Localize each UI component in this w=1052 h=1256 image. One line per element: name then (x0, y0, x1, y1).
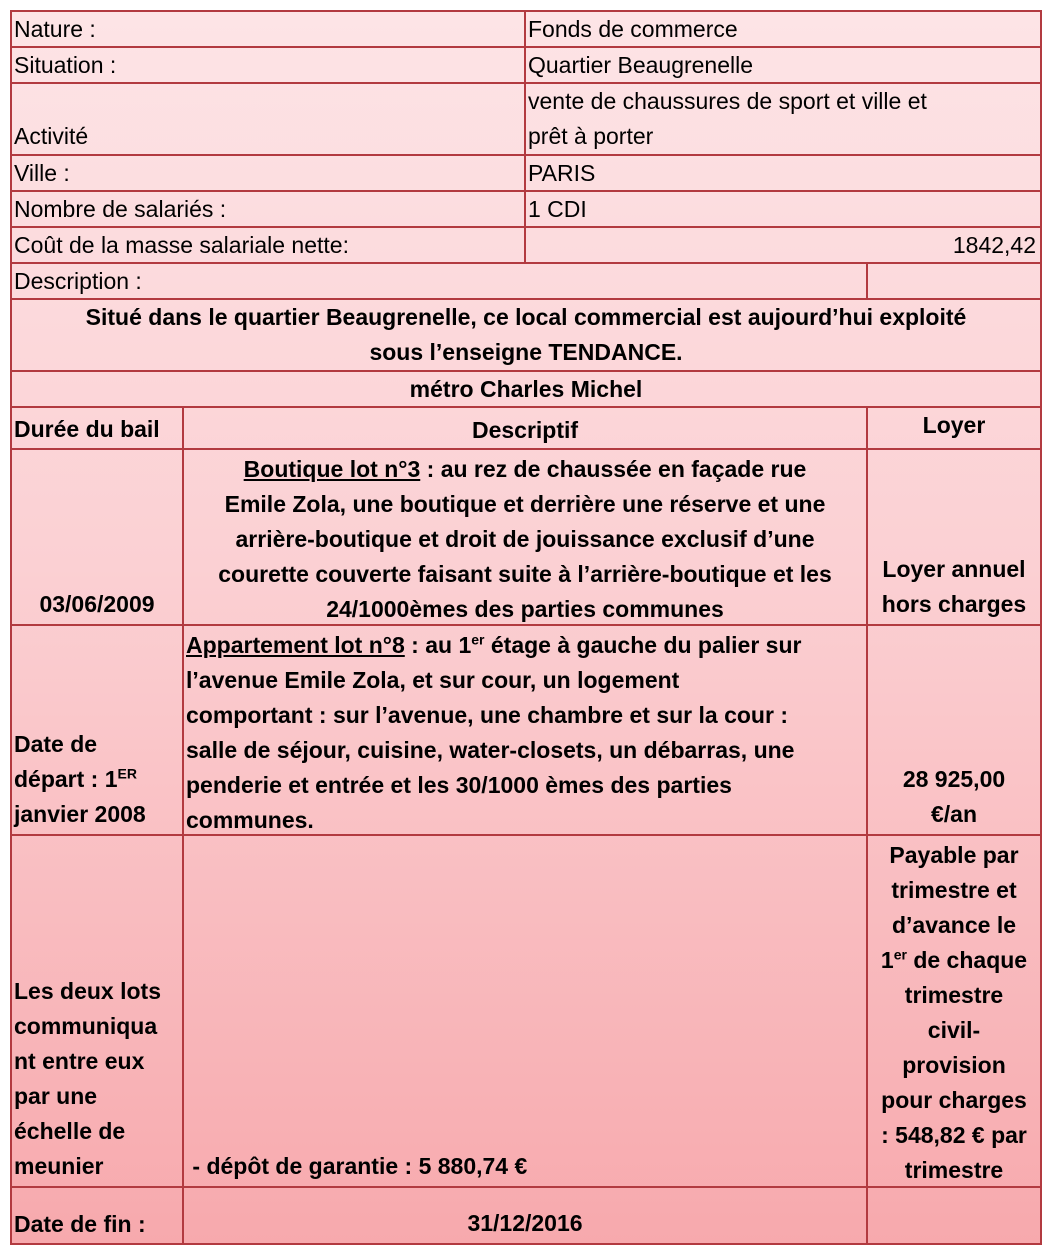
empty-date-fin (868, 1188, 1040, 1243)
label-text: Description : (14, 268, 142, 294)
row-col-headers (12, 408, 1040, 450)
label-activite (12, 84, 526, 154)
duree-line: Les deux lots (14, 978, 161, 1004)
loyer-boutique (868, 450, 1040, 624)
loyer-line: d’avance le (891, 912, 1017, 938)
row-boutique (12, 450, 1040, 626)
loyer-line: civil- (927, 1017, 981, 1043)
loyer-line: Payable par (889, 842, 1019, 868)
header-text: Durée du bail (14, 416, 160, 442)
desc-boutique (184, 450, 868, 624)
desc-line: communes. (186, 807, 314, 833)
value-text: 1842,42 (952, 232, 1036, 258)
desc-line: penderie et entrée et les 30/1000 èmes des parties (186, 772, 732, 798)
row-situation (12, 48, 1040, 84)
loyer-line: pour charges (881, 1087, 1027, 1113)
duree-line: janvier 2008 (14, 801, 146, 827)
desc-line: comportant : sur l’avenue, une chambre et sur la cour : (186, 702, 788, 728)
desc-line: arrière-boutique et droit de jouissance exclusif d’une (235, 526, 815, 552)
value-activite (526, 84, 1040, 154)
loyer-line: €/an (930, 801, 978, 827)
duree-line: communiqua (14, 1013, 158, 1039)
date-fin-label: Date de fin : (14, 1211, 146, 1237)
duree-text: 03/06/2009 (39, 591, 155, 617)
value-text: Fonds de commerce (528, 16, 738, 42)
desc-line: courette couverte faisant suite à l’arrière-boutique et les (218, 561, 832, 587)
value-text: PARIS (528, 160, 596, 186)
value-cout (526, 228, 1040, 262)
row-nature (12, 12, 1040, 48)
duree-line: départ : 1 (14, 766, 118, 792)
value-nature (526, 12, 1040, 46)
value-salaries (526, 192, 1040, 226)
duree-appartement (12, 626, 184, 834)
description-text (12, 300, 1040, 370)
loyer-line: trimestre (904, 1157, 1004, 1183)
loyer-deux-lots (868, 836, 1040, 1186)
row-ville (12, 156, 1040, 192)
label-date-fin (12, 1188, 184, 1243)
row-metro (12, 372, 1040, 408)
duree-line: échelle de (14, 1118, 126, 1144)
value-line: vente de chaussures de sport et ville et (528, 88, 927, 114)
header-text: Loyer (922, 412, 986, 438)
value-situation (526, 48, 1040, 82)
duree-line: meunier (14, 1153, 104, 1179)
row-salaries (12, 192, 1040, 228)
duree-boutique (12, 450, 184, 624)
row-activite (12, 84, 1040, 156)
duree-line: par une (14, 1083, 98, 1109)
desc-line: 24/1000èmes des parties communes (326, 596, 724, 622)
desc-title: Boutique lot n°3 (243, 456, 421, 482)
loyer-line: hors charges (881, 591, 1027, 617)
label-nature (12, 12, 526, 46)
loyer-line: : 548,82 € par (881, 1122, 1027, 1148)
metro-text (12, 372, 1040, 406)
header-duree (12, 408, 184, 448)
value-date-fin (184, 1188, 868, 1243)
duree-sup: ER (117, 765, 137, 782)
value-line: prêt à porter (528, 123, 654, 149)
loyer-line: trimestre et (891, 877, 1017, 903)
desc-appartement (184, 626, 868, 834)
label-text: Coût de la masse salariale nette: (14, 232, 349, 258)
row-date-fin (12, 1188, 1040, 1243)
desc-title: Appartement lot n°8 (186, 632, 405, 658)
desc-line: : au 1 (404, 632, 472, 658)
loyer-line: 28 925,00 (902, 766, 1006, 792)
row-cout (12, 228, 1040, 264)
desc-sup: er (471, 631, 485, 648)
row-description (12, 264, 1040, 300)
label-text: Situation : (14, 52, 117, 78)
value-text: Quartier Beaugrenelle (528, 52, 754, 78)
header-loyer (868, 408, 1040, 448)
description-line: sous l’enseigne TENDANCE. (369, 339, 683, 365)
loyer-line: provision (902, 1052, 1006, 1078)
value-text: 1 CDI (528, 196, 587, 222)
loyer-line: trimestre (904, 982, 1004, 1008)
property-sheet (10, 10, 1042, 1245)
loyer-line: Loyer annuel (882, 556, 1026, 582)
label-cout (12, 228, 526, 262)
loyer-line: 1 (880, 947, 894, 973)
depot-garantie: - dépôt de garantie : 5 880,74 € (186, 1153, 528, 1179)
value-ville (526, 156, 1040, 190)
label-text: Nature : (14, 16, 96, 42)
label-salaries (12, 192, 526, 226)
label-text: Nombre de salariés : (14, 196, 227, 222)
header-text: Descriptif (471, 417, 579, 443)
desc-line: étage à gauche du palier sur (484, 632, 802, 658)
desc-line: salle de séjour, cuisine, water-closets, un débarras, une (186, 737, 795, 763)
duree-line: Date de (14, 731, 98, 757)
row-deux-lots (12, 836, 1040, 1188)
loyer-sup: er (893, 946, 907, 963)
metro-label: métro Charles Michel (409, 376, 643, 402)
desc-deux-lots (184, 836, 868, 1186)
label-text: Activité (14, 123, 89, 149)
date-fin-value: 31/12/2016 (467, 1210, 583, 1236)
header-descriptif (184, 408, 868, 448)
label-situation (12, 48, 526, 82)
desc-line: : au rez de chaussée en façade rue (420, 456, 807, 482)
label-text: Ville : (14, 160, 70, 186)
desc-line: l’avenue Emile Zola, et sur cour, un logement (186, 667, 680, 693)
loyer-appartement (868, 626, 1040, 834)
desc-line: Emile Zola, une boutique et derrière une réserve et une (224, 491, 826, 517)
loyer-line: de chaque (906, 947, 1028, 973)
row-appartement (12, 626, 1040, 836)
label-ville (12, 156, 526, 190)
duree-deux-lots (12, 836, 184, 1186)
label-description (12, 264, 868, 298)
description-line: Situé dans le quartier Beaugrenelle, ce local commercial est aujourd’hui exploité (85, 304, 967, 330)
duree-line: nt entre eux (14, 1048, 145, 1074)
row-description-text (12, 300, 1040, 372)
value-description (868, 264, 1040, 298)
